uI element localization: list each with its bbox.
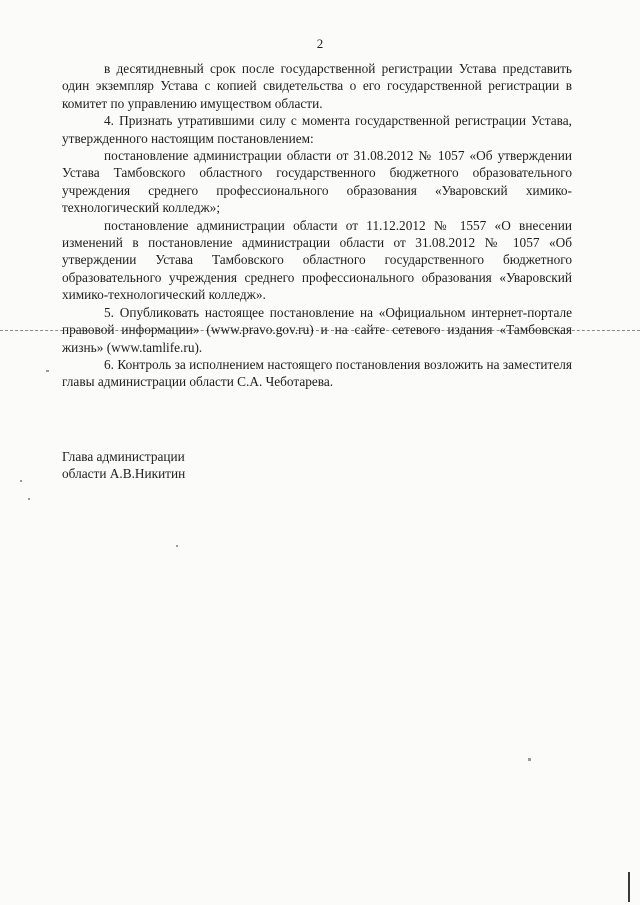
document-body: [62, 60, 572, 391]
scan-speck: [528, 758, 531, 761]
scan-speck: [20, 480, 22, 482]
scan-edge-mark: [628, 872, 630, 902]
paragraph-item-6: 6. Контроль за исполнением настоящего постановления возложить на заместителя главы администрации области С.А. Чеботарева.: [62, 356, 572, 390]
paragraph-resolution-1057: постановление администрации области от 31.08.2012 № 1057 «Об утверждении Устава Тамбовского областного государственного бюджетного образовательного учреждения среднего профессионального образования «Уваровский химико-технологический колледж»;: [62, 148, 572, 216]
signature-line-name: области А.В.Никитин: [62, 466, 186, 482]
scan-speck: [176, 545, 178, 547]
paragraph-item-4: 4. Признать утратившими силу с момента государственной регистрации Устава, утвержденного настоящим постановлением:: [62, 113, 572, 146]
signature-line-title: Глава администрации: [62, 449, 185, 464]
signature-block: [62, 448, 185, 483]
paragraph-resolution-1557: постановление администрации области от 11.12.2012 № 1557 «О внесении изменений в постановление администрации области от 31.08.2012 № 1057 «Об утверждении Устава Тамбовского областного государственного бюджетного образовательного учреждения среднего профессионального образования «Уваровский химико-технологический колледж».: [62, 217, 572, 303]
paragraph-registration: в десятидневный срок после государственной регистрации Устава представить один экземпляр Устава с копией свидетельства о его государственной регистрации в комитет по управлению имуществом области.: [62, 61, 572, 111]
paragraph-item-5: 5. Опубликовать настоящее постановление на «Официальном интернет-портале правовой информации» (www.pravo.gov.ru) и на сайте сетевого издания «Тамбовская жизнь» (www.tamlife.ru).: [62, 304, 572, 355]
scan-speck: [46, 370, 49, 372]
page-number: 2: [316, 36, 324, 51]
scan-speck: [28, 498, 30, 500]
